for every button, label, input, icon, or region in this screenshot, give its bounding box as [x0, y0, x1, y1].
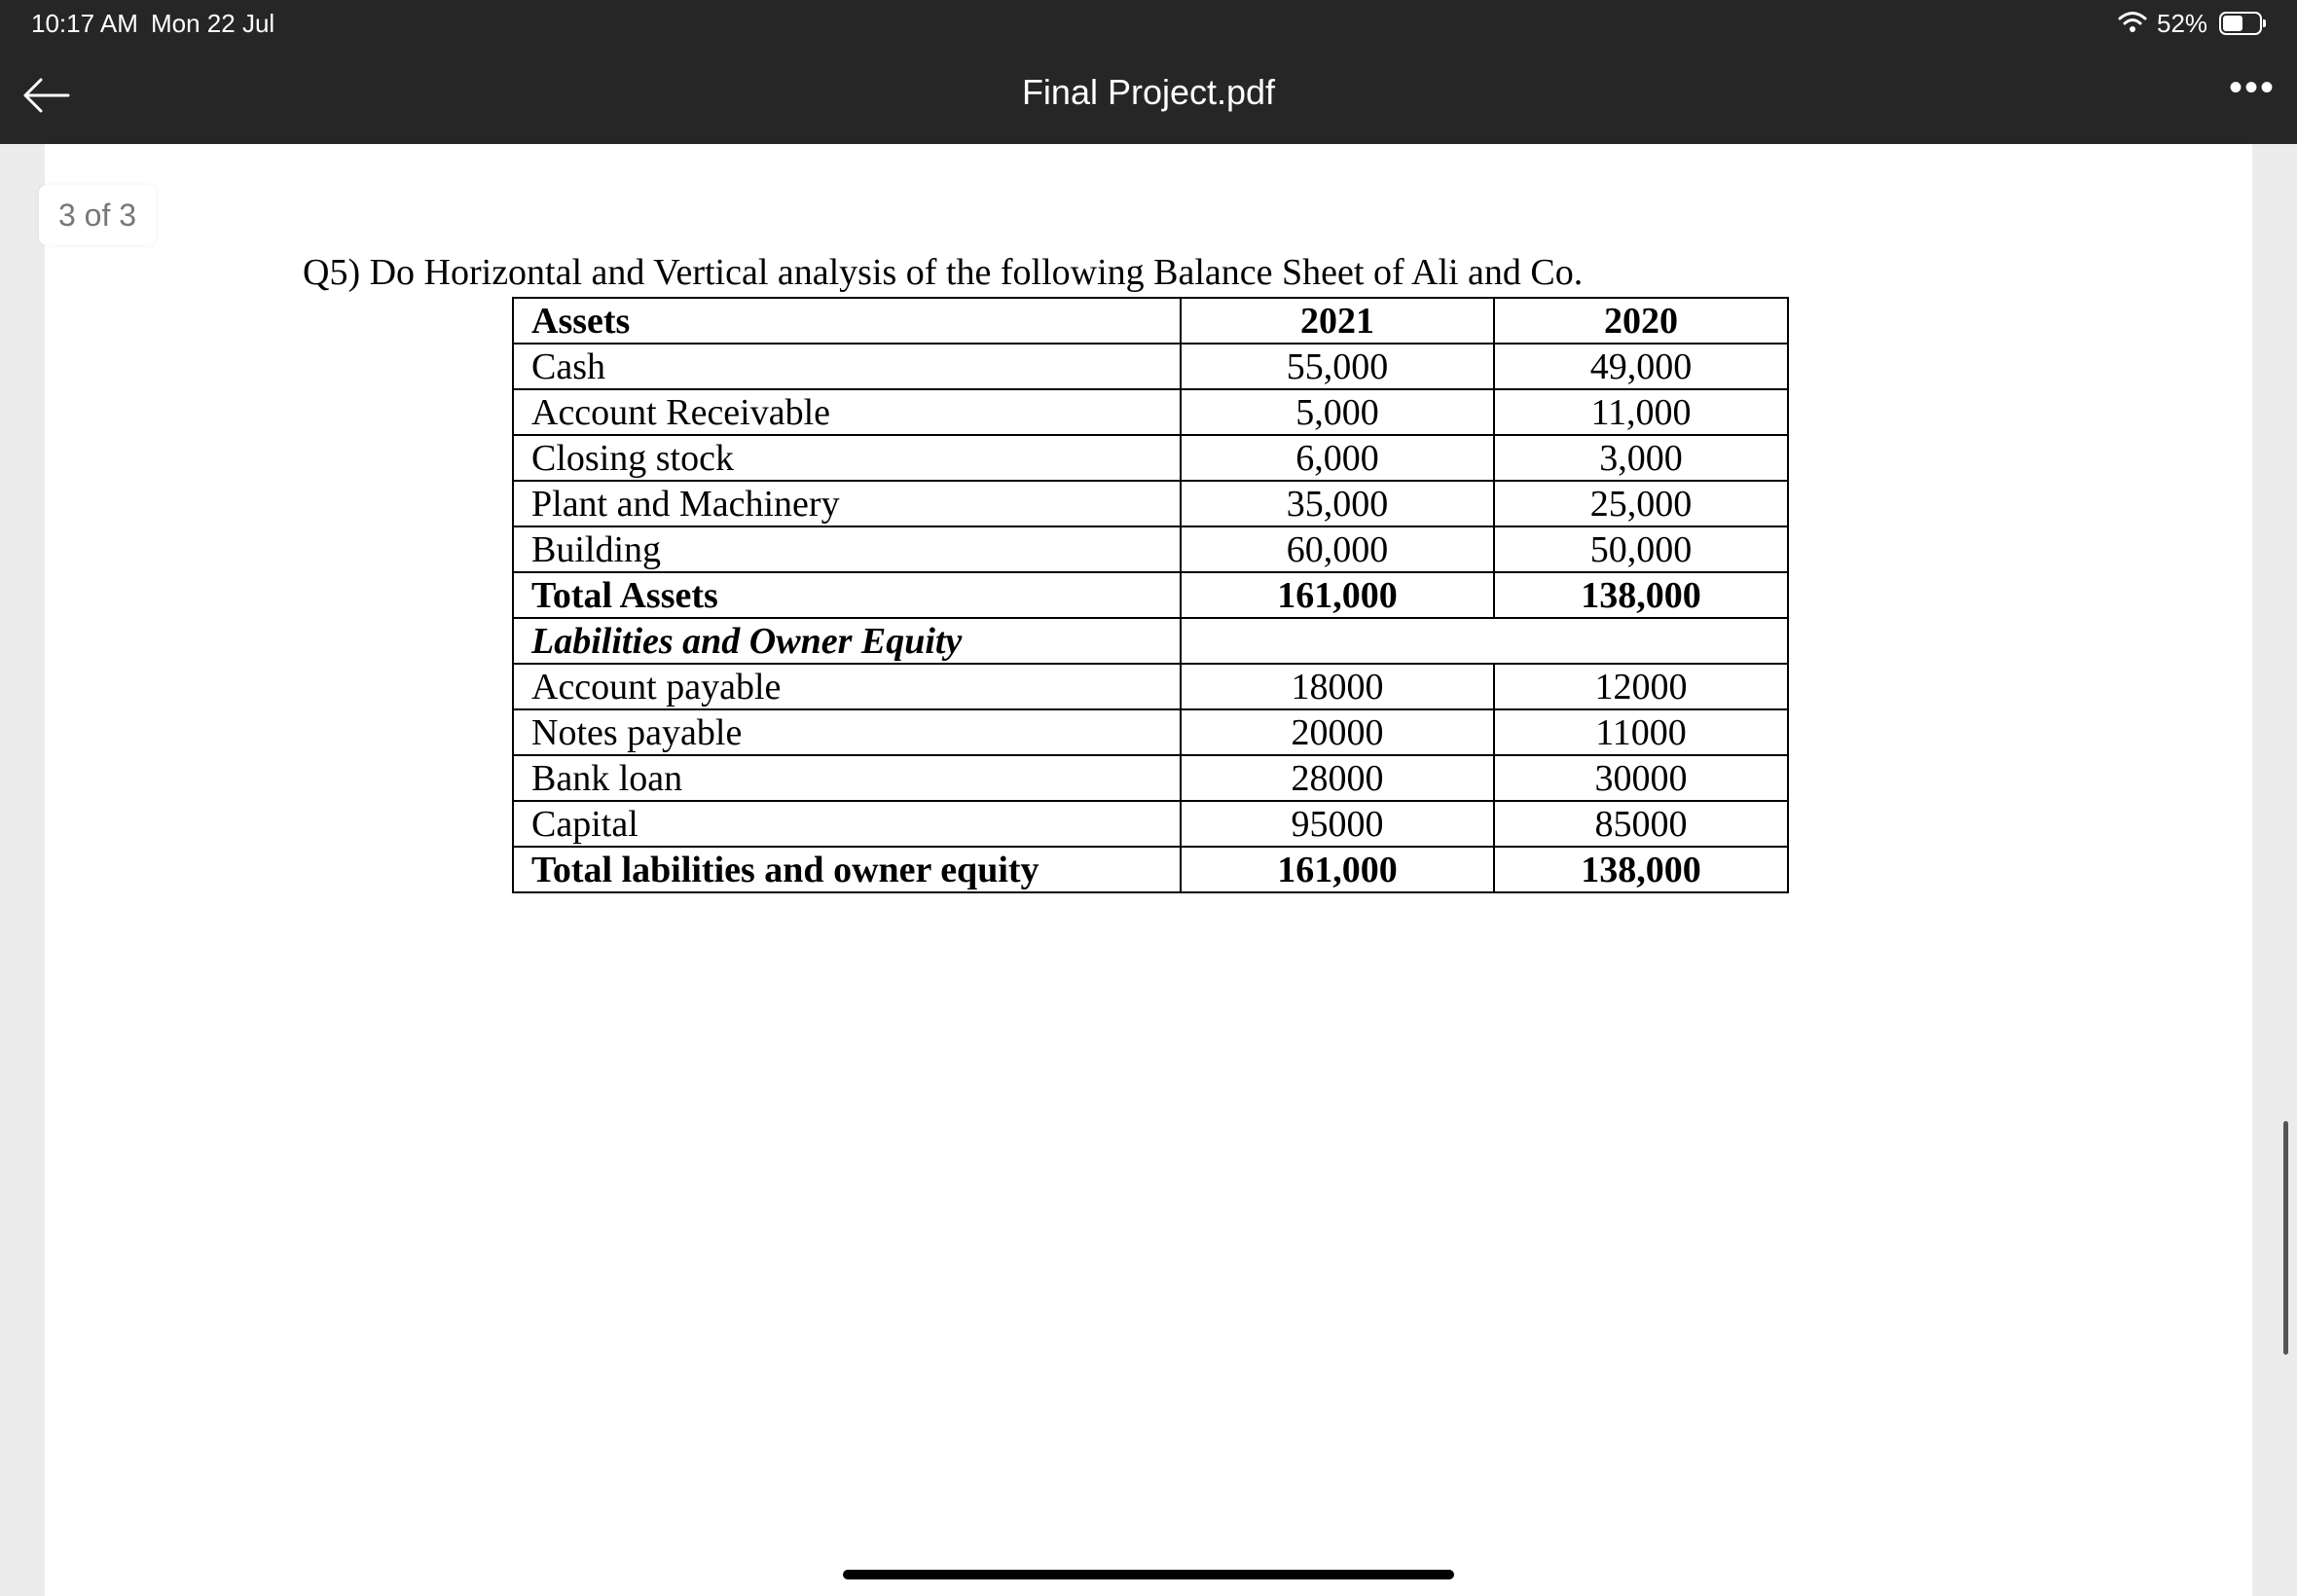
header-2021: 2021 [1181, 298, 1494, 344]
header-2020: 2020 [1494, 298, 1788, 344]
more-options-icon[interactable]: ••• [2229, 66, 2277, 109]
table-header-row [513, 298, 1788, 344]
row-value-2021: 60,000 [1181, 526, 1494, 572]
row-label: Building [513, 526, 1181, 572]
row-value-2020: 50,000 [1494, 526, 1788, 572]
status-bar [0, 0, 2297, 47]
table-row [513, 481, 1788, 526]
row-label: Account Receivable [513, 389, 1181, 435]
document-title: Final Project.pdf [1021, 72, 1276, 112]
row-value-2021: 95000 [1181, 801, 1494, 847]
row-label: Notes payable [513, 709, 1181, 755]
liabilities-header-row [513, 618, 1788, 664]
total-assets-2020: 138,000 [1494, 572, 1788, 618]
scrollbar[interactable] [2283, 1121, 2288, 1355]
row-value-2020: 30000 [1494, 755, 1788, 801]
row-label: Capital [513, 801, 1181, 847]
table-row [513, 801, 1788, 847]
row-label: Cash [513, 344, 1181, 389]
balance-sheet-table [512, 297, 1789, 893]
row-value-2021: 28000 [1181, 755, 1494, 801]
header-assets: Assets [513, 298, 1181, 344]
liabilities-header-blank [1181, 618, 1788, 664]
status-time: 10:17 AM [31, 9, 138, 38]
row-value-2020: 12000 [1494, 664, 1788, 709]
nav-bar [0, 47, 2297, 144]
battery-icon [2219, 12, 2262, 35]
row-value-2021: 5,000 [1181, 389, 1494, 435]
total-liabilities-label: Total labilities and owner equity [513, 847, 1181, 892]
table-row [513, 709, 1788, 755]
question-text: Q5) Do Horizontal and Vertical analysis of the following Balance Sheet of Ali and Co. [303, 252, 1584, 293]
total-liabilities-2021: 161,000 [1181, 847, 1494, 892]
table-row [513, 664, 1788, 709]
row-label: Plant and Machinery [513, 481, 1181, 526]
table-row [513, 435, 1788, 481]
row-value-2020: 85000 [1494, 801, 1788, 847]
row-value-2020: 49,000 [1494, 344, 1788, 389]
row-label: Account payable [513, 664, 1181, 709]
liabilities-header: Labilities and Owner Equity [513, 618, 1181, 664]
row-value-2021: 55,000 [1181, 344, 1494, 389]
row-value-2020: 11,000 [1494, 389, 1788, 435]
table-row [513, 344, 1788, 389]
row-value-2021: 35,000 [1181, 481, 1494, 526]
status-date: Mon 22 Jul [151, 9, 275, 38]
row-value-2021: 6,000 [1181, 435, 1494, 481]
table-row [513, 389, 1788, 435]
row-label: Bank loan [513, 755, 1181, 801]
total-assets-row [513, 572, 1788, 618]
battery-percent: 52% [2157, 9, 2208, 38]
row-label: Closing stock [513, 435, 1181, 481]
row-value-2020: 11000 [1494, 709, 1788, 755]
row-value-2021: 20000 [1181, 709, 1494, 755]
row-value-2021: 18000 [1181, 664, 1494, 709]
total-assets-2021: 161,000 [1181, 572, 1494, 618]
home-indicator[interactable] [843, 1570, 1454, 1579]
total-assets-label: Total Assets [513, 572, 1181, 618]
total-liabilities-2020: 138,000 [1494, 847, 1788, 892]
total-liabilities-row [513, 847, 1788, 892]
row-value-2020: 25,000 [1494, 481, 1788, 526]
table-row [513, 526, 1788, 572]
page-indicator: 3 of 3 [39, 185, 156, 245]
table-row [513, 755, 1788, 801]
wifi-icon [2118, 10, 2147, 40]
row-value-2020: 3,000 [1494, 435, 1788, 481]
